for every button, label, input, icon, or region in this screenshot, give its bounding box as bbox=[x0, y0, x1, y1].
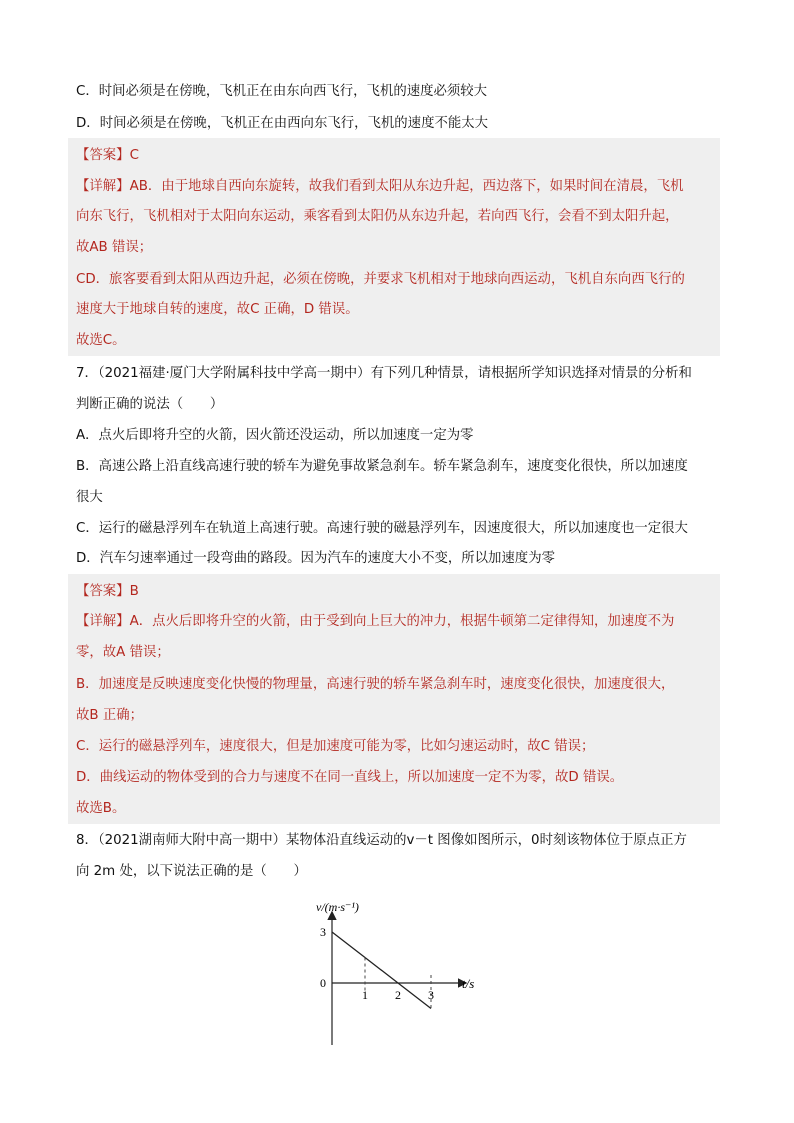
answer-tag: 【答案】 bbox=[76, 148, 130, 163]
q6-detail-line-3: 故AB 错误； bbox=[76, 240, 153, 255]
q7-detail-line-1: 【详解】A．点火后即将升空的火箭，由于受到向上巨大的冲力，根据牛顿第二定律得知，加速度不为 bbox=[76, 614, 675, 629]
detail-tag: 【详解】 bbox=[76, 614, 130, 629]
q6-detail-line-1: 【详解】AB．由于地球自西向东旋转，故我们看到太阳从东边升起，西边落下，如果时间在清晨，飞机 bbox=[76, 179, 684, 194]
vt-chart bbox=[300, 895, 500, 1055]
q7-detail-line-4: 故B 正确； bbox=[76, 708, 144, 723]
origin-label: 0 bbox=[320, 976, 326, 990]
q7-option-b-1: B．高速公路上沿直线高速行驶的轿车为避免事故紧急刹车。轿车紧急刹车，速度变化很快，所以加速度 bbox=[76, 459, 688, 474]
q6-option-c: C．时间必须是在傍晚，飞机正在由东向西飞行，飞机的速度必须较大 bbox=[76, 84, 488, 99]
q6-answer bbox=[76, 146, 139, 166]
answer-value: C bbox=[129, 148, 139, 163]
x-tick-label-3: 3 bbox=[428, 988, 434, 1002]
q7-option-c: C．运行的磁悬浮列车在轨道上高速行驶。高速行驶的磁悬浮列车，因速度很大，所以加速度也一定很大 bbox=[76, 521, 688, 536]
q7-detail-line-2: 零，故A 错误； bbox=[76, 645, 170, 660]
q7-detail-line-5: C．运行的磁悬浮列车，速度很大，但是加速度可能为零，比如匀速运动时，故C 错误； bbox=[76, 739, 595, 754]
q6-option-d: D．时间必须是在傍晚，飞机正在由西向东飞行，飞机的速度不能太大 bbox=[76, 116, 489, 131]
y-axis-label: v/(m·s⁻¹) bbox=[316, 900, 359, 914]
q7-detail-line-3: B．加速度是反映速度变化快慢的物理量，高速行驶的轿车紧急刹车时，速度变化很快，加速度很大， bbox=[76, 677, 675, 692]
q7-detail-line-7: 故选B。 bbox=[76, 801, 126, 816]
answer-tag: 【答案】 bbox=[76, 584, 130, 599]
q6-detail-line-6: 故选C。 bbox=[76, 333, 126, 348]
x-tick-label-1: 1 bbox=[362, 988, 368, 1002]
q6-answer-box bbox=[68, 138, 720, 356]
q7-detail-line-6: D．曲线运动的物体受到的合力与速度不在同一直线上，所以加速度一定不为零，故D 错误。 bbox=[76, 770, 624, 785]
y-tick-label-3: 3 bbox=[320, 925, 326, 939]
q7-option-b-2: 很大 bbox=[76, 490, 103, 505]
q8-stem-1: 8．（2021湖南师大附中高一期中）某物体沿直线运动的v－t 图像如图所示，0时刻该物体位于原点正方 bbox=[76, 833, 687, 848]
q7-answer bbox=[76, 582, 139, 602]
detail-tag: 【详解】 bbox=[76, 179, 130, 194]
x-tick-label-2: 2 bbox=[395, 988, 401, 1002]
series-line bbox=[332, 932, 431, 1009]
q7-option-a: A．点火后即将升空的火箭，因火箭还没运动，所以加速度一定为零 bbox=[76, 428, 474, 443]
q6-detail-line-4: CD．旅客要看到太阳从西边升起，必须在傍晚，并要求飞机相对于地球向西运动，飞机自东向西飞行的 bbox=[76, 272, 685, 287]
q7-stem-2: 判断正确的说法（ ） bbox=[76, 397, 224, 412]
x-axis-label: t/s bbox=[462, 976, 475, 991]
q7-stem-1: 7．（2021福建·厦门大学附属科技中学高一期中）有下列几种情景，请根据所学知识选择对情景的分析和 bbox=[76, 366, 692, 381]
q8-stem-2: 向 2m 处，以下说法正确的是（ ） bbox=[76, 864, 307, 879]
q6-detail-line-5: 速度大于地球自转的速度，故C 正确，D 错误。 bbox=[76, 302, 359, 317]
q7-option-d: D．汽车匀速率通过一段弯曲的路段。因为汽车的速度大小不变，所以加速度为零 bbox=[76, 551, 555, 566]
q6-detail-line-2: 向东飞行，飞机相对于太阳向东运动，乘客看到太阳仍从东边升起，若向西飞行，会看不到太阳升起， bbox=[76, 209, 679, 224]
answer-value: B bbox=[129, 584, 139, 599]
